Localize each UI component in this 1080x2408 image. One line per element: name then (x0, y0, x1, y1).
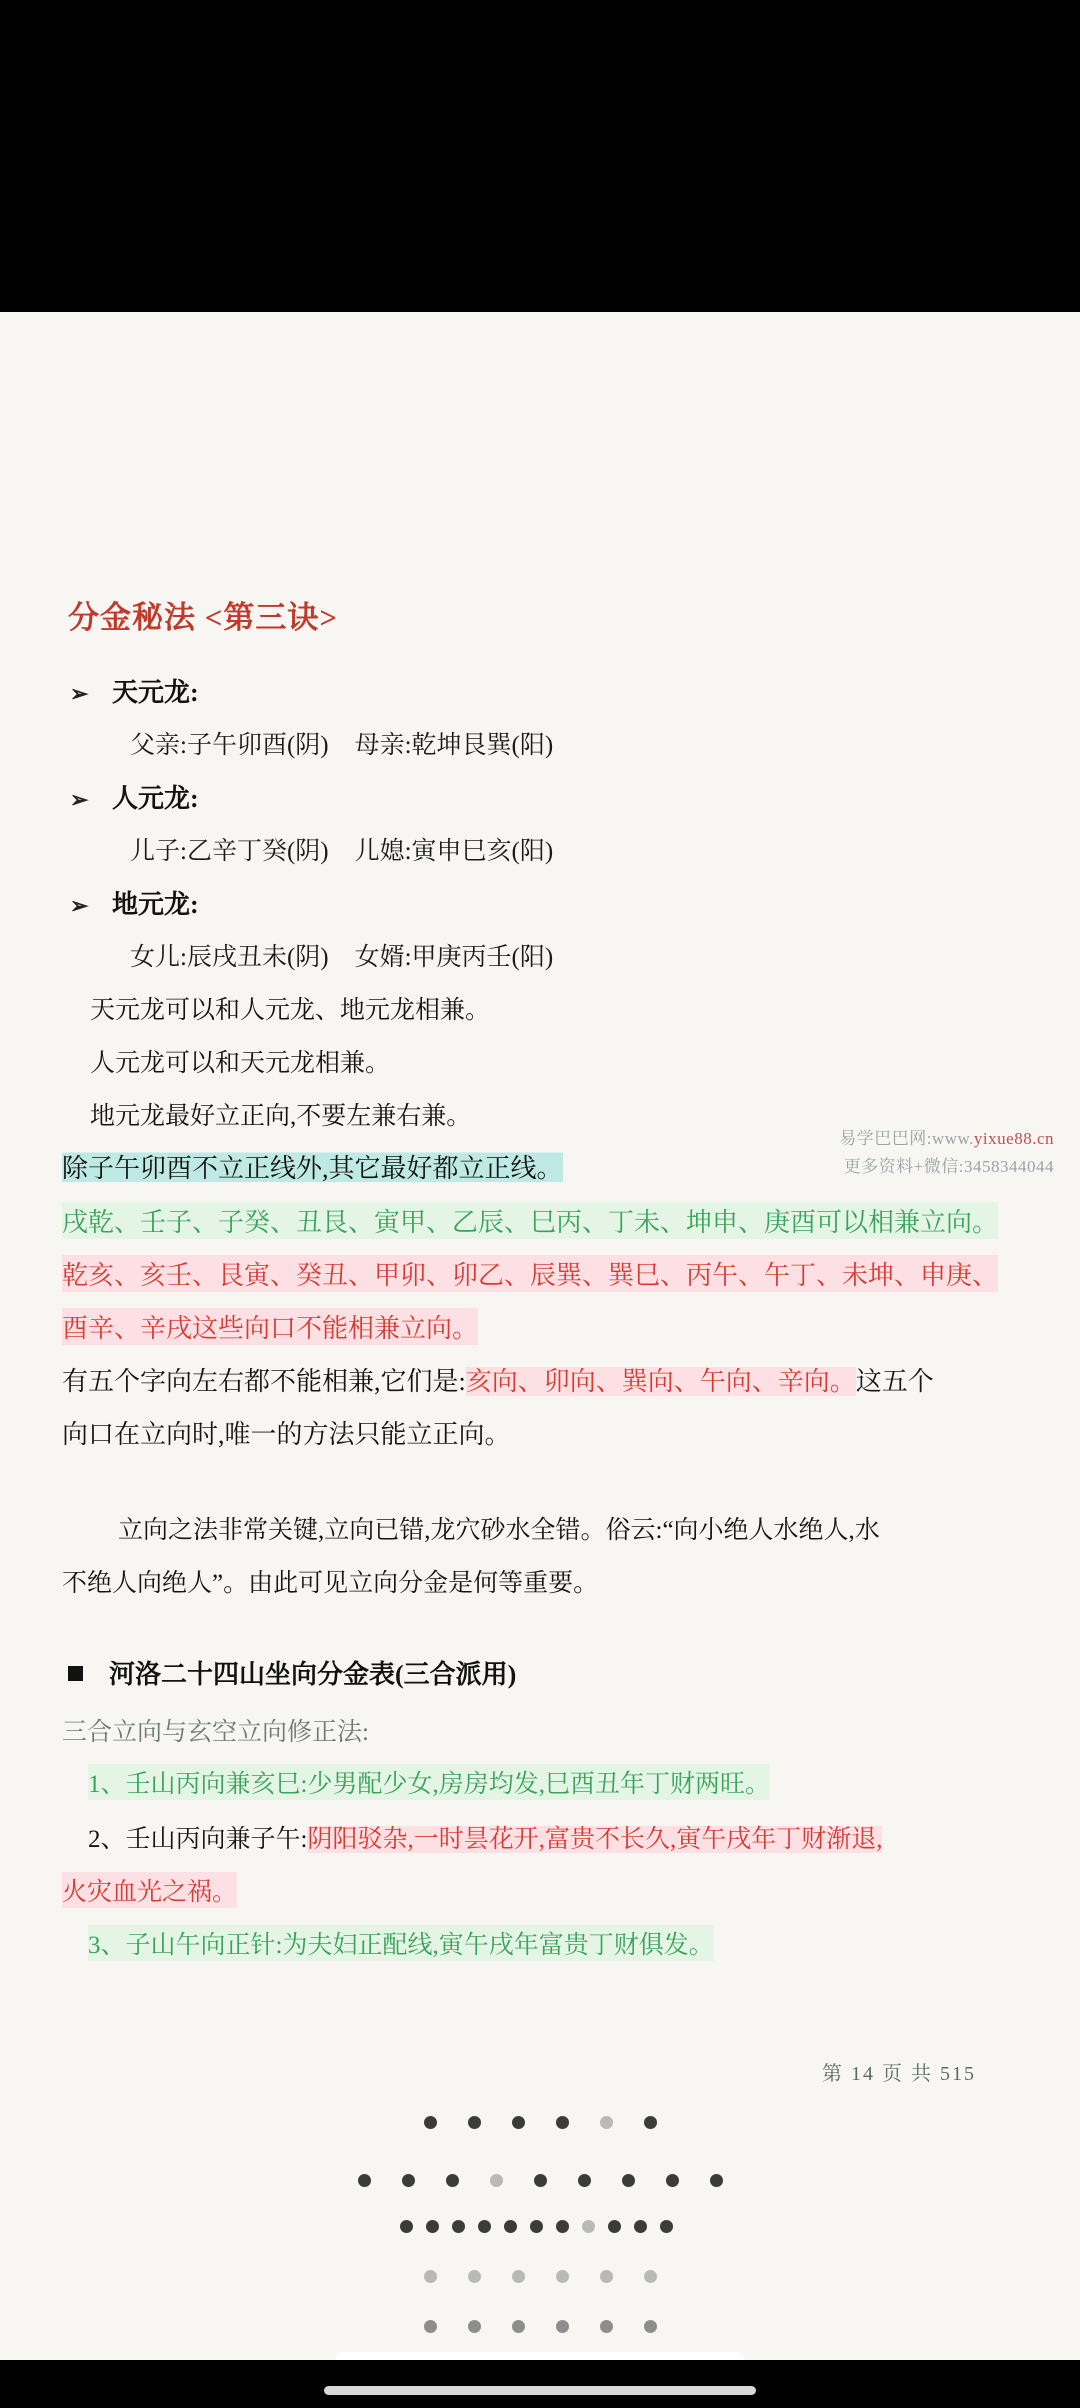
sub-tianyuanlong (130, 725, 553, 761)
rule-line-1: 天元龙可以和人元龙、地元龙相兼。 (90, 997, 491, 1024)
bullet-renyuanlong (70, 778, 199, 815)
dot (600, 2320, 613, 2333)
paragraph-line-2: 不绝人向绝人”。由此可见立向分金是何等重要。 (62, 1570, 599, 1597)
bullet-tianyuanlong (70, 672, 199, 709)
item-head: 壬山丙向兼子午: (125, 1826, 308, 1853)
dot (608, 2220, 621, 2233)
item-index: 3、 (88, 1932, 126, 1959)
dot (512, 2270, 525, 2283)
mixed-prefix: 有五个字向左右都不能相兼, (62, 1367, 381, 1396)
bullet-label: 天元龙: (112, 678, 199, 707)
sub-diyuanlong (130, 937, 553, 973)
numbered-item-1 (88, 1764, 770, 1800)
item-head: 子山午向正针: (125, 1932, 283, 1959)
numbered-item-2 (88, 1819, 882, 1855)
watermark-wechat: 更多资料+微信:3458344044 (843, 1157, 1054, 1176)
dot (358, 2174, 371, 2187)
section-heading-text: 河洛二十四山坐向分金表(三合派用) (109, 1660, 517, 1689)
item-index: 1、 (88, 1771, 126, 1798)
mixed-suffix: 这五个 (855, 1367, 934, 1396)
sub-right: 母亲:乾坤艮巽(阳) (354, 732, 554, 759)
dot (426, 2220, 439, 2233)
dot (468, 2270, 481, 2283)
dot (446, 2174, 459, 2187)
dot (478, 2220, 491, 2233)
bullet-label: 地元龙: (112, 890, 199, 919)
dot (400, 2220, 413, 2233)
mixed-line-2: 向口在立向时,唯一的方法只能立正向。 (62, 1420, 511, 1449)
sub-right: 儿媳:寅申巳亥(阳) (354, 838, 554, 865)
dot (424, 2270, 437, 2283)
square-bullet-icon (68, 1666, 83, 1681)
item-index: 2、 (88, 1826, 126, 1853)
dot-pattern (0, 2102, 1080, 2272)
dot (556, 2220, 569, 2233)
dot (424, 2116, 437, 2129)
mixed-line-1 (62, 1361, 934, 1398)
dot (600, 2116, 613, 2129)
highlight-line: 除子午卯酉不立正线外,其它最好都立正线。 (62, 1148, 563, 1185)
sub-left: 父亲:子午卯酉(阴) (130, 732, 329, 759)
dot (582, 2220, 595, 2233)
bullet-marker-icon: ➢ (70, 681, 89, 706)
dot (504, 2220, 517, 2233)
numbered-item-3 (88, 1925, 714, 1961)
page-folio: 第 14 页 共 515 (822, 2063, 976, 2085)
paragraph-line-1: 立向之法非常关键,立向已错,龙穴砂水全错。俗云:“向小绝人水绝人,水 (118, 1517, 880, 1544)
dot (634, 2220, 647, 2233)
section-subheading: 三合立向与玄空立向修正法: (62, 1719, 369, 1746)
item-body: 阴阳驳杂,一时昙花开,富贵不长久,寅午戌年丁财渐退, (307, 1826, 883, 1853)
bullet-marker-icon: ➢ (70, 893, 89, 918)
rule-line-2: 人元龙可以和天元龙相兼。 (90, 1050, 391, 1077)
dot (578, 2174, 591, 2187)
item-head: 壬山丙向兼亥巳: (125, 1771, 308, 1798)
bullet-label: 人元龙: (112, 784, 199, 813)
dot (530, 2220, 543, 2233)
red-incompatible-line-1: 乾亥、亥壬、艮寅、癸丑、甲卯、卯乙、辰巽、巽巳、丙午、午丁、未坤、申庚、 (62, 1255, 998, 1292)
section-heading (68, 1654, 516, 1691)
dot (452, 2220, 465, 2233)
dot (468, 2116, 481, 2129)
watermark-domain: yixue88.cn (973, 1129, 1054, 1148)
sub-renyuanlong (130, 831, 553, 867)
dot (600, 2270, 613, 2283)
dot (644, 2116, 657, 2129)
dot (710, 2174, 723, 2187)
bullet-diyuanlong (70, 884, 199, 921)
dot (512, 2320, 525, 2333)
document-page (0, 312, 1080, 2408)
page-title: 分金秘法 <第三诀> (68, 600, 339, 635)
dot (402, 2174, 415, 2187)
dot (644, 2320, 657, 2333)
dot (424, 2320, 437, 2333)
numbered-item-2-cont: 火灾血光之祸。 (62, 1872, 237, 1908)
dot (666, 2174, 679, 2187)
sub-left: 儿子:乙辛丁癸(阴) (130, 838, 329, 865)
mixed-red: 亥向、卯向、巽向、午向、辛向。 (465, 1367, 856, 1396)
dot (534, 2174, 547, 2187)
dot (556, 2320, 569, 2333)
item-body: 少男配少女,房房均发,巳酉丑年丁财两旺。 (307, 1771, 770, 1798)
dot (660, 2220, 673, 2233)
dot (556, 2270, 569, 2283)
dot (490, 2174, 503, 2187)
dot (622, 2174, 635, 2187)
dot (468, 2320, 481, 2333)
mixed-mid: 它们是: (380, 1367, 466, 1396)
red-incompatible-line-2: 酉辛、辛戌这些向口不能相兼立向。 (62, 1308, 478, 1345)
rule-line-3: 地元龙最好立正向,不要左兼右兼。 (90, 1103, 472, 1130)
green-compatible-line: 戌乾、壬子、子癸、丑艮、寅甲、乙辰、巳丙、丁未、坤申、庚酉可以相兼立向。 (62, 1202, 998, 1239)
dot (556, 2116, 569, 2129)
watermark-prefix: 易学巴巴网:www. (839, 1129, 974, 1148)
dot (644, 2270, 657, 2283)
watermark-site (839, 1124, 1054, 1149)
item-body: 为夫妇正配线,寅午戌年富贵丁财俱发。 (282, 1932, 714, 1959)
system-navigation-bar (0, 2360, 1080, 2408)
sub-right: 女婿:甲庚丙壬(阳) (354, 944, 554, 971)
sub-left: 女儿:辰戌丑未(阴) (130, 944, 329, 971)
dot (512, 2116, 525, 2129)
home-indicator[interactable] (324, 2386, 756, 2395)
bullet-marker-icon: ➢ (70, 787, 89, 812)
